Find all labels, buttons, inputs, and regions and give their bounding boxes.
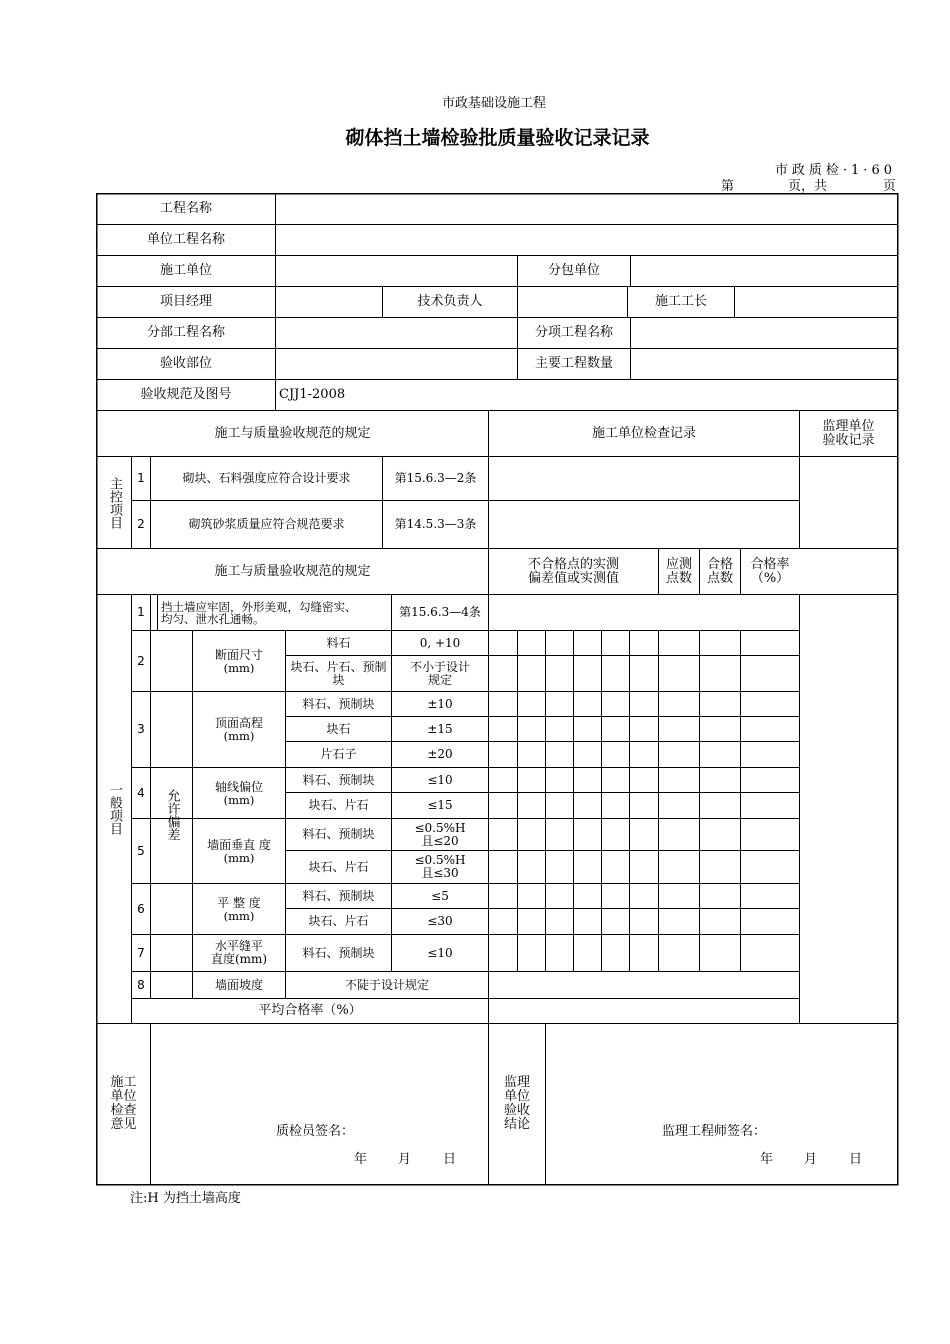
row-5-sub-2-type: 块石、片石 (308, 859, 369, 874)
row-3-no: 3 (137, 722, 145, 736)
org-name: 市政基础设施工程 (441, 96, 546, 111)
subcontractor-label: 分包单位 (547, 263, 600, 278)
row-3-name-1: 顶面高程 (214, 716, 263, 730)
inspector-month: 月 (398, 1152, 412, 1167)
supervisor-conclusion-label (489, 1024, 545, 1184)
row-5-sub-1-value (392, 819, 488, 850)
inspector-year: 年 (354, 1152, 368, 1167)
footnote: 注:H 为挡土墙高度 (130, 1191, 241, 1206)
main-check-header: 施工单位检查记录 (591, 425, 696, 441)
general-spec-header: 施工与质量验收规范的规定 (214, 563, 371, 579)
engineer-year: 年 (760, 1152, 774, 1167)
pass-rate-header-2: （%） (750, 570, 790, 586)
row-3-sub-3-type: 片石子 (320, 747, 357, 761)
row-3-name-2: (mm) (223, 729, 255, 743)
row-4-name-1: 轴线偏位 (214, 779, 263, 794)
engineer-sign: 监理工程师签名： (662, 1124, 767, 1139)
row-2-sub-1-type: 料石 (326, 635, 351, 650)
general-item-1-desc-2: 均匀、泄水孔通畅。 (161, 611, 265, 626)
row-6-sub-1-value: ≤5 (431, 888, 449, 903)
points-header-2: 点数 (665, 570, 692, 586)
tolerance-label: 允许偏差 (164, 788, 180, 841)
standard-label: 验收规范及图号 (140, 387, 232, 402)
standard-value: CJJ1-2008 (279, 387, 346, 402)
pass-rate-header-1: 合格率 (750, 556, 790, 572)
main-item-2-clause: 第14.5.3—3条 (394, 517, 477, 531)
form-code: 市政质检·1·60 (774, 163, 896, 178)
row-7-name (193, 935, 285, 971)
deviation-header-1: 不合格点的实测 (527, 556, 619, 572)
row-6-name-2: (mm) (223, 908, 255, 923)
pass-points-header-1: 合格 (706, 556, 733, 572)
pass-rate-header (741, 549, 799, 594)
row-2-no: 2 (137, 653, 145, 668)
general-item-1-clause: 第15.6.3—4条 (399, 605, 481, 619)
main-item-1-clause: 第15.6.3—2条 (394, 471, 477, 485)
engineer-month: 月 (804, 1152, 818, 1167)
general-item-1-desc-1: 挡土墙应牢固，外形美观，勾缝密实、 (161, 599, 357, 614)
row-3-name (193, 692, 285, 767)
engineer-day: 日 (849, 1152, 863, 1167)
tech-lead-label: 技术负责人 (417, 294, 483, 309)
row-8-no: 8 (137, 977, 145, 992)
row-6-name-1: 平 整 度 (217, 895, 261, 910)
row-5-sub-2-value-2: 且≤30 (421, 866, 459, 880)
page-ye2: 页 (882, 179, 896, 194)
sub-division-name-label: 分部工程名称 (146, 325, 225, 340)
row-8-value: 不陡于设计规定 (344, 977, 429, 992)
page-di: 第 (720, 179, 734, 194)
row-7-sub-1-value: ≤10 (427, 945, 453, 960)
row-2-sub-2-value (392, 656, 488, 691)
supervisor-header-2: 验收记录 (822, 432, 875, 448)
main-spec-header: 施工与质量验收规范的规定 (214, 425, 371, 441)
deviation-header-2: 偏差值或实测值 (527, 570, 619, 586)
row-3-sub-1-type: 料石、预制块 (302, 696, 375, 711)
main-item-2-no: 2 (137, 517, 145, 531)
row-3-sub-1-value: ±10 (427, 696, 453, 711)
row-6-no: 6 (137, 901, 145, 916)
main-item-1-no: 1 (137, 471, 145, 485)
main-item-1-desc: 砌块、石料强度应符合设计要求 (182, 471, 351, 485)
row-5-name (193, 819, 285, 883)
row-7-name-2: 直度(mm) (210, 952, 268, 966)
row-7-no: 7 (137, 945, 145, 960)
row-3-sub-3-value: ±20 (427, 747, 453, 761)
row-4-no: 4 (137, 785, 145, 800)
main-item-2-desc: 砌筑砂浆质量应符合规范要求 (188, 517, 345, 531)
row-4-sub-1-type: 料石、预制块 (302, 772, 375, 787)
pass-points-header (700, 549, 740, 594)
general-item-1-no: 1 (137, 605, 145, 619)
row-7-sub-1-type: 料石、预制块 (302, 945, 375, 960)
row-2-name (193, 631, 285, 691)
row-5-no: 5 (137, 843, 145, 858)
row-6-sub-2-value: ≤30 (427, 914, 453, 928)
main-control-group-label: 主控项目 (107, 476, 122, 529)
row-2-sub-1-value: 0, +10 (419, 635, 461, 650)
sub-item-name-label: 分项工程名称 (534, 325, 613, 340)
acceptance-part-label: 验收部位 (159, 356, 212, 371)
supervisor-header (800, 411, 897, 456)
row-2-sub-2-value-1: 不小于设计 (409, 659, 470, 674)
inspector-day: 日 (443, 1152, 457, 1167)
row-7-name-1: 水平缝平 (214, 939, 263, 953)
row-4-sub-1-value: ≤10 (427, 772, 453, 787)
row-4-sub-2-type: 块石、片石 (308, 798, 369, 812)
average-rate-label: 平均合格率（%） (258, 1003, 362, 1018)
row-5-sub-2-value-1: ≤0.5%H (414, 853, 466, 867)
row-8-name: 墙面坡度 (214, 977, 263, 992)
general-item-1-desc (158, 595, 391, 630)
project-manager-label: 项目经理 (159, 294, 212, 309)
pass-points-header-2: 点数 (706, 570, 733, 586)
row-6-sub-2-type: 块石、片石 (308, 914, 369, 928)
row-4-sub-2-value: ≤15 (427, 798, 453, 812)
row-2-sub-2-value-2: 规定 (427, 672, 452, 687)
row-5-sub-2-value (392, 851, 488, 883)
row-6-sub-1-type: 料石、预制块 (302, 888, 375, 903)
supervisor-header-1: 监理单位 (822, 418, 875, 434)
row-2-name-1: 断面尺寸 (214, 647, 263, 662)
row-5-sub-1-value-1: ≤0.5%H (414, 820, 466, 835)
foreman-label: 施工工长 (654, 294, 707, 309)
inspector-sign: 质检员签名： (276, 1124, 355, 1139)
row-2-name-2: (mm) (223, 660, 255, 675)
row-5-name-1: 墙面垂直 度 (207, 837, 271, 852)
points-header (659, 549, 699, 594)
row-5-name-2: (mm) (223, 850, 255, 865)
row-3-sub-2-type: 块石 (326, 721, 351, 736)
form-title: 砌体挡土墙检验批质量验收记录记录 (345, 127, 650, 149)
contractor-label: 施工单位 (159, 263, 212, 278)
deviation-header (489, 549, 658, 594)
contractor-opinion-text: 施工单位检查意见 (110, 1075, 137, 1132)
row-6-name (193, 884, 285, 934)
row-2-sub-2-type: 块石、片石、预制块 (290, 659, 387, 687)
points-header-1: 应测 (665, 556, 692, 572)
row-3-sub-2-value: ±15 (427, 721, 453, 736)
main-quantity-label: 主要工程数量 (534, 356, 613, 371)
general-group-label: 一般项目 (107, 783, 122, 835)
page-ye1: 页，共 (787, 179, 827, 194)
project-name-label: 工程名称 (159, 201, 212, 216)
row-4-name-2: (mm) (223, 792, 255, 807)
contractor-opinion-label (97, 1024, 150, 1184)
row-4-name (193, 768, 285, 818)
row-5-sub-1-value-2: 且≤20 (421, 833, 459, 848)
row-5-sub-1-type: 料石、预制块 (302, 827, 375, 841)
supervisor-conclusion-text: 监理单位验收结论 (503, 1075, 530, 1132)
unit-project-name-label: 单位工程名称 (146, 232, 225, 247)
